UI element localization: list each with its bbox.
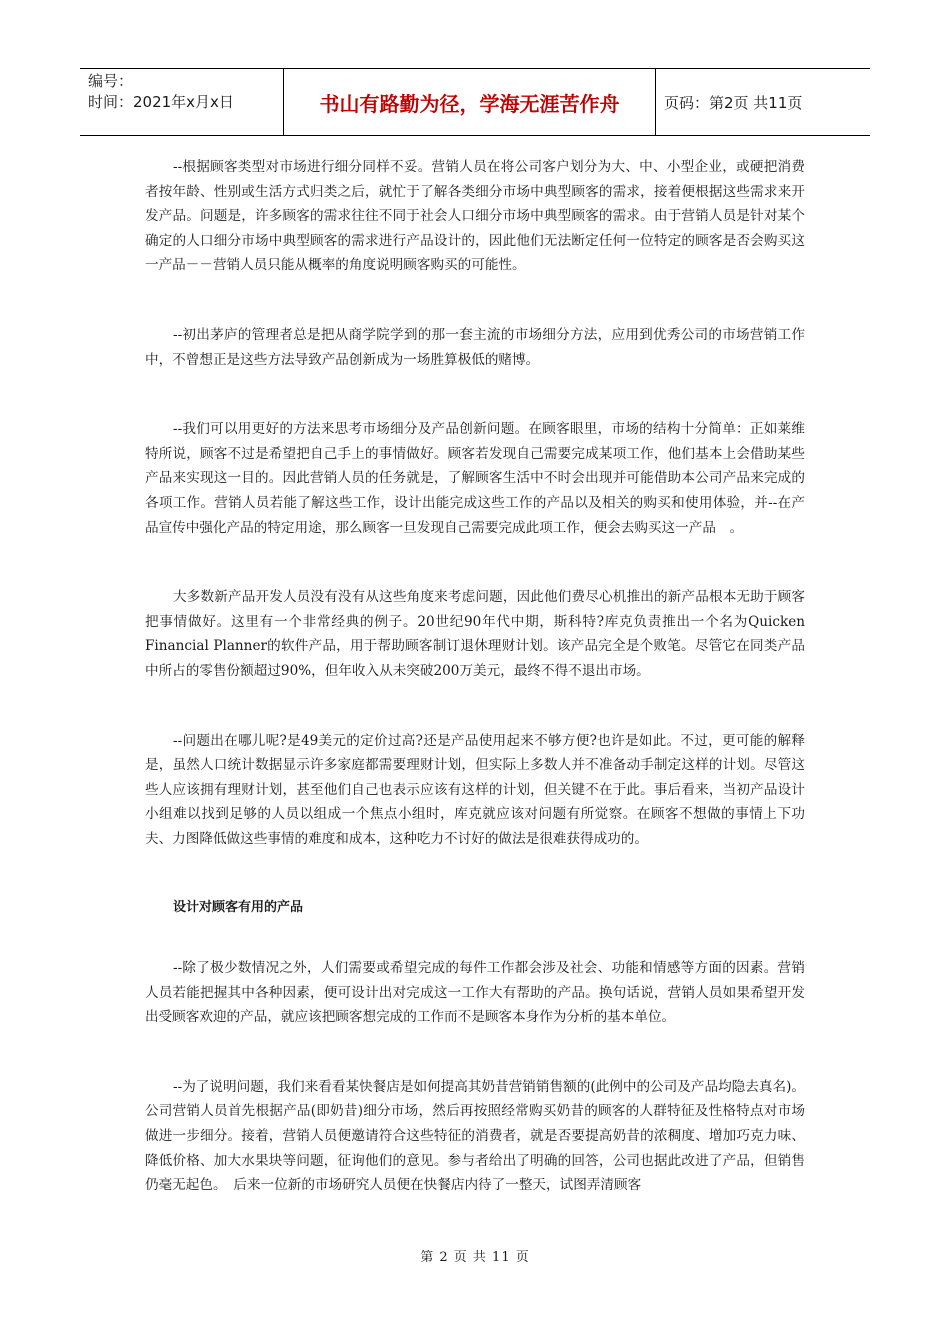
paragraph: --我们可以用更好的方法来思考市场细分及产品创新问题。在顾客眼里，市场的结构十分简单：正如莱维特所说，顾客不过是希望把自己手上的事情做好。顾客若发现自己需要完成某项工作，他们基本上会借助某些产品来实现这一目的。因此营销人员的任务就是，了解顾客生活中不时会出现并可能借助本公司产品来完成的各项工作。营销人员若能了解这些工作，设计出能完成这些工作的产品以及相关的购买和使用体验，并--在产品宣传中强化产品的特定用途，那么顾客一旦发现自己需要完成此项工作，便会去购买这一产品 。 xyxy=(145,421,805,536)
document-body xyxy=(145,155,805,1243)
page-header xyxy=(80,68,870,136)
paragraph: --问题出在哪儿呢?是49美元的定价过高?还是产品使用起来不够方便?也许是如此。不过，更可能的解释是，虽然人口统计数据显示许多家庭都需要理财计划，但实际上多数人并不准备动手制定这样的计划。尽管这些人应该拥有理财计划，甚至他们自己也表示应该有这样的计划，但关键不在于此。事后看来，当初产品设计小组难以找到足够的人员以组成一个焦点小组时，库克就应该对问题有所觉察。在顾客不想做的事情上下功夫、力图降低做这些事情的难度和成本，这种吃力不讨好的做法是很难获得成功的。 xyxy=(145,732,805,847)
paragraph: --根据顾客类型对市场进行细分同样不妥。营销人员在将公司客户划分为大、中、小型企业，或硬把消费者按年龄、性别或生活方式归类之后，就忙于了解各类细分市场中典型顾客的需求，接着便根据这些需求来开发产品。问题是，许多顾客的需求往往不同于社会人口细分市场中典型顾客的需求。由于营销人员是针对某个确定的人口细分市场中典型顾客的需求进行产品设计的，因此他们无法断定任何一位特定的顾客是否会购买这一产品－－营销人员只能从概率的角度说明顾客购买的可能性。 xyxy=(145,159,805,274)
header-page-info: 页码：第2页 共11页 xyxy=(664,93,803,112)
paragraph: 大多数新产品开发人员没有没有从这些角度来考虑问题，因此他们费尽心机推出的新产品根本无助于顾客把事情做好。这里有一个非常经典的例子。20世纪90年代中期，斯科特?库克负责推出一个名为Quicken Financial Planner的软件产品，用于帮助顾客制订退休理财计划。该产品完全是个败笔。尽管它在同类产品中所占的零售份额超过90%，但年收入从未突破200万美元，最终不得不退出市场。 xyxy=(145,589,805,679)
paragraph: --为了说明问题，我们来看看某快餐店是如何提高其奶昔营销销售额的(此例中的公司及产品均隐去真名)。公司营销人员首先根据产品(即奶昔)细分市场，然后再按照经常购买奶昔的顾客的人群特征及性格特点对市场做进一步细分。接着，营销人员便邀请符合这些特征的消费者，就是否要提高奶昔的浓稠度、增加巧克力味、降低价格、加大水果块等问题，征询他们的意见。参与者给出了明确的回答，公司也据此改进了产品，但销售仍毫无起色。 后来一位新的市场研究人员便在快餐店内待了一整天，试图弄清顾客 xyxy=(145,1078,805,1194)
number-label: 编号： xyxy=(88,72,134,90)
section-heading: 设计对顾客有用的产品 xyxy=(173,900,304,916)
date-line: 时间：2021年x月x日 xyxy=(88,93,234,111)
header-meta xyxy=(80,69,283,135)
page-footer: 第 2 页 共 11 页 xyxy=(420,1250,530,1265)
paragraph: --初出茅庐的管理者总是把从商学院学到的那一套主流的市场细分方法，应用到优秀公司的市场营销工作中，不曾想正是这些方法导致产品创新成为一场胜算极低的赌博。 xyxy=(145,326,805,368)
header-motto: 书山有路勤为径，学海无涯苦作舟 xyxy=(283,69,656,135)
paragraph: --除了极少数情况之外，人们需要或希望完成的每件工作都会涉及社会、功能和情感等方面的因素。营销人员若能把握其中各种因素，便可设计出对完成这一工作大有帮助的产品。换句话说，营销人员如果希望开发出受顾客欢迎的产品，就应该把顾客想完成的工作而不是顾客本身作为分析的基本单位。 xyxy=(145,960,805,1026)
